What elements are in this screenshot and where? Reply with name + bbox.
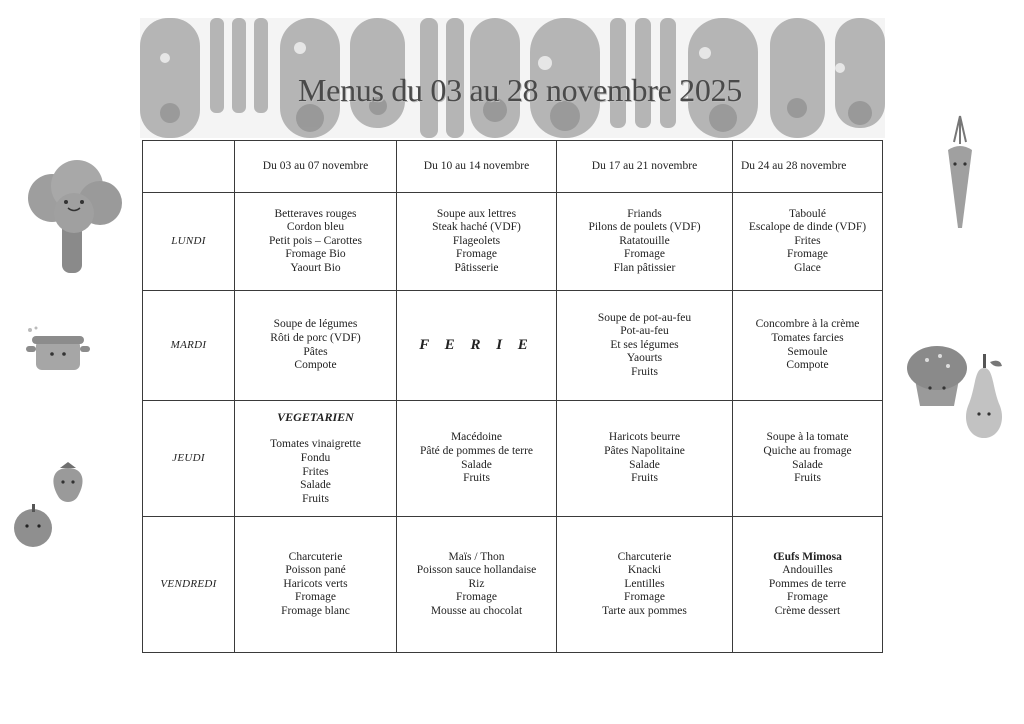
menu-item: Salade: [461, 458, 492, 471]
menu-item: Andouilles: [782, 564, 833, 577]
menu-item: Friands: [627, 207, 662, 220]
page-title: Menus du 03 au 28 novembre 2025: [298, 72, 742, 108]
menu-item: Semoule: [787, 345, 828, 358]
menu-table: [142, 140, 883, 653]
holiday-label: F E R I E: [419, 336, 534, 353]
menu-item: Fromage: [295, 591, 336, 604]
menu-item: Knacki: [627, 564, 662, 577]
menu-item: Soupe de pot-au-feu: [597, 311, 692, 324]
day-row-mardi: [143, 291, 883, 401]
menu-item: Fromage Bio: [285, 248, 346, 261]
menu-item: Soupe à la tomate: [766, 431, 849, 444]
vegetarian-label: VEGETARIEN: [277, 409, 354, 424]
menu-cell-jeudi-w3: [557, 401, 733, 517]
day-label-mardi: MARDI: [143, 291, 235, 401]
menu-item: Maïs / Thon: [448, 550, 505, 563]
menu-item: Salade: [300, 479, 331, 492]
week-header-3: Du 17 au 21 novembre: [557, 141, 733, 193]
day-row-vendredi: [143, 517, 883, 653]
menu-item: Compote: [786, 359, 829, 372]
menu-item: Frites: [302, 465, 329, 478]
menu-item: Yaourt Bio: [290, 261, 341, 274]
menu-item: Mousse au chocolat: [430, 604, 523, 617]
menu-item: Fromage: [456, 248, 497, 261]
menu-cell-vendredi-w4: [733, 517, 883, 653]
menu-item: Fromage blanc: [281, 604, 350, 617]
carrot-icon: [940, 112, 980, 232]
menu-item: Macédoine: [450, 431, 503, 444]
menu-cell-mardi-w3: [557, 291, 733, 401]
menu-item: Betteraves rouges: [274, 207, 357, 220]
cooking-pot-icon: [22, 326, 94, 374]
menu-item: Fromage: [456, 591, 497, 604]
menu-item: Fruits: [463, 472, 490, 485]
menu-cell-mardi-w2: [397, 291, 557, 401]
menu-item: Flageolets: [452, 234, 501, 247]
menu-item: Escalope de dinde (VDF): [748, 221, 867, 234]
menu-cell-vendredi-w1: [235, 517, 397, 653]
menu-item: Poisson pané: [285, 564, 346, 577]
menu-cell-vendredi-w3: [557, 517, 733, 653]
menu-cell-lundi-w2: [397, 193, 557, 291]
menu-item: Flan pâtissier: [613, 261, 676, 274]
menu-item: Fromage: [624, 248, 665, 261]
day-label-lundi: LUNDI: [143, 193, 235, 291]
menu-item: Frites: [794, 234, 821, 247]
menu-item: Haricots beurre: [608, 431, 681, 444]
week-header-4: Du 24 au 28 novembre: [733, 141, 883, 193]
menu-item: Tomates farcies: [771, 331, 844, 344]
menu-item: Steak haché (VDF): [432, 221, 521, 234]
menu-cell-mardi-w1: [235, 291, 397, 401]
day-label-vendredi: VENDREDI: [143, 517, 235, 653]
menu-item: Quiche au fromage: [763, 444, 852, 457]
menu-item: Fondu: [300, 451, 331, 464]
menu-cell-jeudi-w1: [235, 401, 397, 517]
menu-item: Soupe de légumes: [273, 318, 358, 331]
menu-item: Glace: [794, 261, 821, 274]
menu-item: Œufs Mimosa: [773, 550, 842, 563]
menu-item: Tarte aux pommes: [602, 604, 687, 617]
week-header-1: Du 03 au 07 novembre: [235, 141, 397, 193]
menu-cell-vendredi-w2: [397, 517, 557, 653]
menu-item: Pâtes: [303, 345, 328, 358]
menu-item: Crème dessert: [774, 604, 841, 617]
menu-item: Fromage: [787, 591, 828, 604]
menu-item: Haricots verts: [283, 577, 348, 590]
menu-item: Salade: [792, 458, 823, 471]
day-row-lundi: [143, 193, 883, 291]
week-header-2: Du 10 au 14 novembre: [397, 141, 557, 193]
menu-item: Lentilles: [624, 577, 665, 590]
broccoli-icon: [22, 158, 127, 276]
menu-item: Salade: [629, 458, 660, 471]
menu-cell-lundi-w3: [557, 193, 733, 291]
menu-item: Charcuterie: [288, 550, 343, 563]
menu-item: Pommes de terre: [768, 577, 847, 590]
menu-item: Petit pois – Carottes: [269, 234, 362, 247]
corner-cell: [143, 141, 235, 193]
menu-item: Yaourts: [626, 352, 663, 365]
apple-icon: [10, 500, 56, 550]
menu-cell-jeudi-w4: [733, 401, 883, 517]
menu-item: Pâté de pommes de terre: [419, 444, 534, 457]
menu-item: Fruits: [302, 492, 329, 505]
menu-item: Concombre à la crème: [755, 318, 860, 331]
menu-item: Fromage: [787, 248, 828, 261]
menu-item: Taboulé: [789, 207, 826, 220]
menu-cell-jeudi-w2: [397, 401, 557, 517]
menu-item: Charcuterie: [617, 550, 672, 563]
menu-cell-mardi-w4: [733, 291, 883, 401]
menu-item: Poisson sauce hollandaise: [416, 564, 537, 577]
menu-cell-lundi-w4: [733, 193, 883, 291]
menu-item: Fruits: [631, 472, 658, 485]
day-label-jeudi: JEUDI: [143, 401, 235, 517]
menu-item: Pilons de poulets (VDF): [588, 221, 701, 234]
menu-item: Fruits: [794, 472, 821, 485]
menu-item: Pâtes Napolitaine: [604, 444, 685, 457]
menu-item: Rôti de porc (VDF): [270, 331, 361, 344]
menu-item: Soupe aux lettres: [436, 207, 517, 220]
day-row-jeudi: [143, 401, 883, 517]
menu-item: Tomates vinaigrette: [270, 438, 361, 451]
menu-item: Et ses légumes: [610, 338, 679, 351]
menu-item: Fruits: [631, 365, 658, 378]
menu-item: Pâtisserie: [454, 261, 499, 274]
menu-item: Compote: [294, 359, 337, 372]
menu-cell-lundi-w1: [235, 193, 397, 291]
menu-item: Ratatouille: [619, 234, 670, 247]
pear-icon: [962, 352, 1006, 442]
menu-item: Pot-au-feu: [620, 325, 669, 338]
menu-item: Cordon bleu: [286, 221, 345, 234]
header-row: [143, 141, 883, 193]
menu-item: Riz: [468, 577, 485, 590]
menu-item: Fromage: [624, 591, 665, 604]
